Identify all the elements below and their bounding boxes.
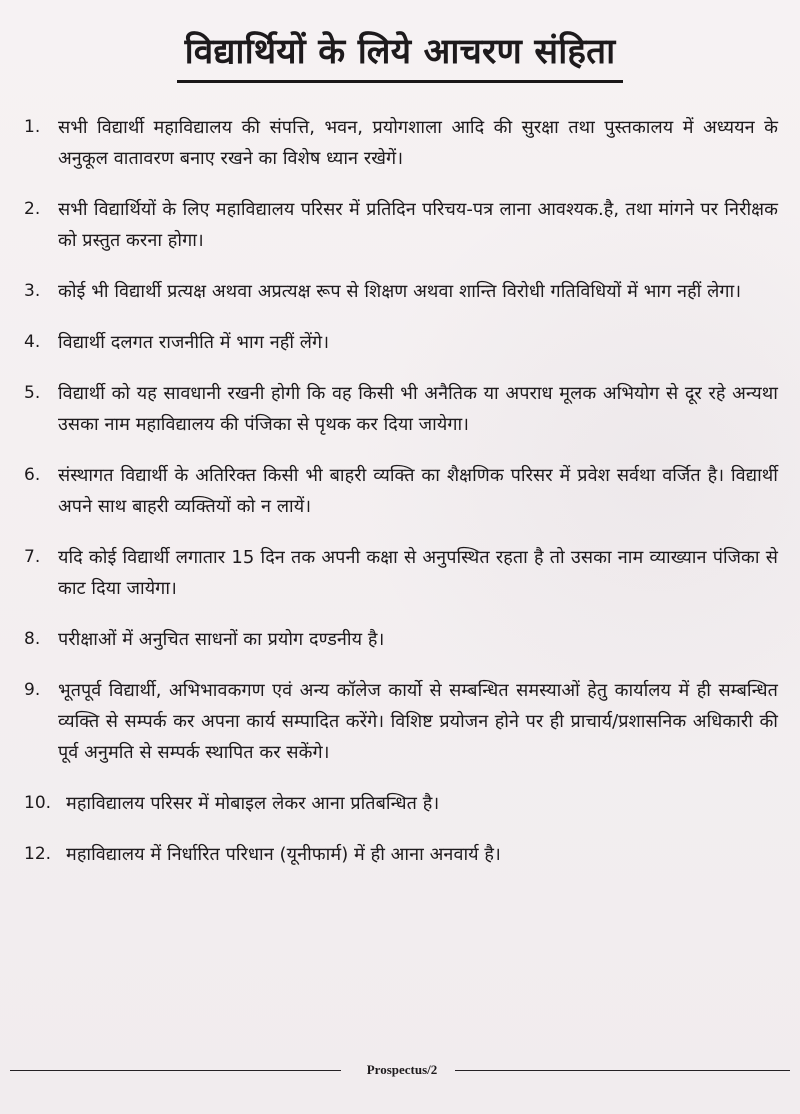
rule-text: भूतपूर्व विद्यार्थी, अभिभावकगण एवं अन्य कॉलेज कार्यो से सम्बन्धित समस्याओं हेतु कार्यालय में ही सम्बन्धित व्यक्ति से सम्पर्क कर अपना कार्य सम्पादित करेंगे। विशिष्ट प्रयोजन होने पर ही प्राचार्य/प्रशासनिक अधिकारी की पूर्व अनुमति से सम्पर्क स्थापित कर सकेंगे।	[58, 680, 778, 763]
rule-number: 4.	[24, 332, 41, 352]
rule-item	[24, 327, 778, 358]
page-footer	[10, 1060, 790, 1080]
rule-number: 2.	[24, 199, 41, 219]
page-number-label: Prospectus/2	[366, 1062, 438, 1077]
rule-number: 1.	[24, 117, 41, 137]
rule-number: 12.	[24, 844, 52, 864]
rule-number: 6.	[24, 465, 41, 485]
rule-text: महाविद्यालय में निर्धारित परिधान (यूनीफार्म) में ही आना अनवार्य है।	[66, 844, 501, 865]
rule-text: सभी विद्यार्थी महाविद्यालय की संपत्ति, भवन, प्रयोगशाला आदि की सुरक्षा तथा पुस्तकालय में अध्ययन के अनुकूल वातावरण बनाए रखने का विशेष ध्यान रखेगें।	[58, 117, 778, 169]
rule-number: 8.	[24, 629, 41, 649]
rule-text: महाविद्यालय परिसर में मोबाइल लेकर आना प्रतिबन्धित है।	[66, 793, 440, 814]
rule-item	[24, 276, 778, 307]
rule-text: कोई भी विद्यार्थी प्रत्यक्ष अथवा अप्रत्यक्ष रूप से शिक्षण अथवा शान्ति विरोधी गतिविधियों में भाग नहीं लेगा।	[58, 281, 742, 302]
rule-number: 3.	[24, 281, 41, 301]
rule-number: 10.	[24, 793, 52, 813]
rule-item	[24, 542, 778, 604]
rule-text: सभी विद्यार्थियों के लिए महाविद्यालय परिसर में प्रतिदिन परिचय-पत्र लाना आवश्यक.है, तथा मांगने पर निरीक्षक को प्रस्तुत करना होगा।	[58, 199, 778, 251]
rule-item	[24, 624, 778, 655]
rule-number: 5.	[24, 383, 41, 403]
rule-text: विद्यार्थी को यह सावधानी रखनी होगी कि वह किसी भी अनैतिक या अपराध मूलक अभियोग से दूर रहे अन्यथा उसका नाम महाविद्यालय की पंजिका से पृथक कर दिया जायेगा।	[58, 383, 778, 435]
rule-number: 9.	[24, 680, 41, 700]
rule-text: यदि कोई विद्यार्थी लगातार 15 दिन तक अपनी कक्षा से अनुपस्थित रहता है तो उसका नाम व्याख्यान पंजिका से काट दिया जायेगा।	[58, 547, 778, 599]
title-area	[0, 28, 800, 83]
rule-item	[24, 194, 778, 256]
rule-item	[24, 839, 778, 870]
rule-item	[24, 675, 778, 768]
rule-text: परीक्षाओं में अनुचित साधनों का प्रयोग दण्डनीय है।	[58, 629, 385, 650]
rule-item	[24, 112, 778, 174]
rule-number: 7.	[24, 547, 41, 567]
rule-text: संस्थागत विद्यार्थी के अतिरिक्त किसी भी बाहरी व्यक्ति का शैक्षणिक परिसर में प्रवेश सर्वथा वर्जित है। विद्यार्थी अपने साथ बाहरी व्यक्तियों को न लायें।	[58, 465, 778, 517]
rule-item	[24, 460, 778, 522]
page-title: विद्यार्थियों के लिये आचरण संहिता	[177, 28, 624, 83]
rule-item	[24, 378, 778, 440]
rule-text: विद्यार्थी दलगत राजनीति में भाग नहीं लेंगे।	[58, 332, 330, 353]
footer-divider-left	[10, 1070, 341, 1071]
footer-divider-right	[455, 1070, 790, 1071]
rule-item	[24, 788, 778, 819]
conduct-rules-list	[24, 112, 778, 890]
